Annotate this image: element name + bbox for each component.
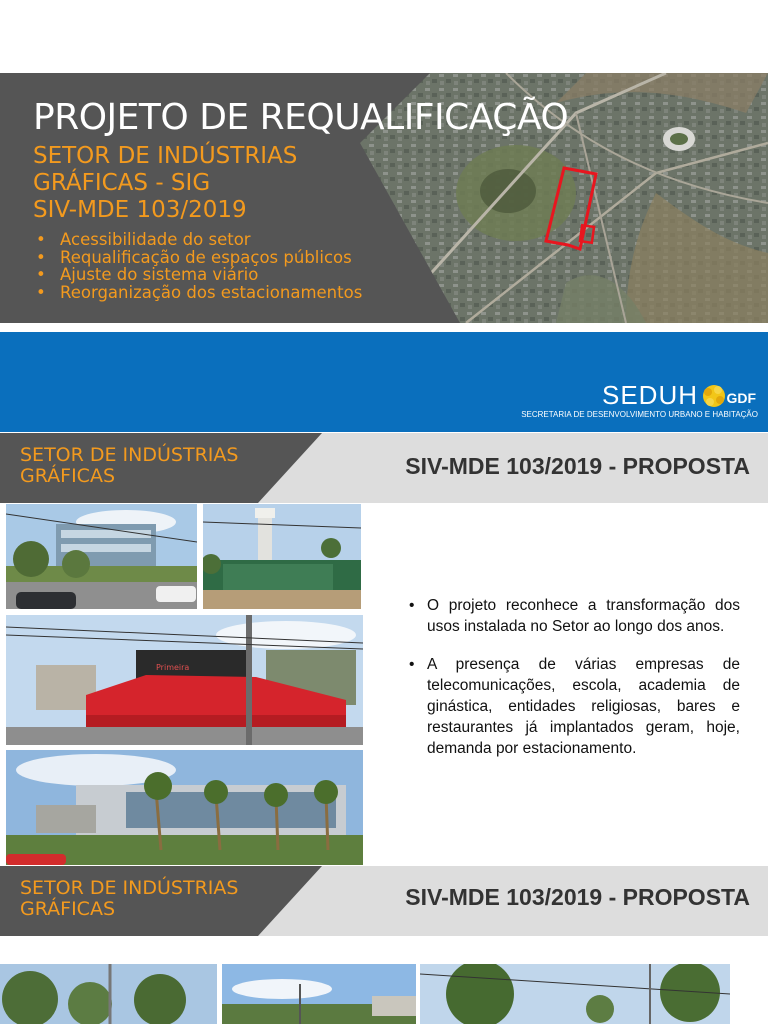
slide-subtitle-line-1: SETOR DE INDÚSTRIAS [33,143,298,169]
institution-banner [0,332,768,432]
header-sector-line-1: SETOR DE INDÚSTRIAS [20,877,239,899]
header-sector-line-2: GRÁFICAS [20,465,116,487]
photo-road-sky [222,964,416,1024]
section-header [0,866,768,936]
header-proposal-title: SIV-MDE 103/2019 - PROPOSTA [405,884,750,910]
objective-item: • Acessibilidade do setor [36,231,362,249]
photo-red-awning-restaurant [6,615,363,745]
title-slide [0,73,768,323]
org-name: SECRETARIA DE DESENVOLVIMENTO URBANO E HABITAÇÃO [521,410,758,419]
objective-item: • Ajuste do sistema viário [36,266,362,284]
seduh-logo: SEDUH [601,380,698,410]
proposal-description [407,595,740,776]
slide-subtitle-line-2: GRÁFICAS - SIG [33,170,211,196]
photo-palm-street [420,964,730,1024]
section-header [0,433,768,503]
paragraph-item: • O projeto reconhece a transformação dos usos instalada no Setor ao longo dos anos. [407,595,740,637]
header-proposal-title: SIV-MDE 103/2019 - PROPOSTA [405,453,750,479]
photo-modern-glass-building [6,750,363,865]
objective-item: • Reorganização dos estacionamentos [36,284,362,302]
objectives-list [36,231,362,301]
photo-glass-building [6,504,197,609]
svg-text:Primeira: Primeira [156,663,190,672]
photo-street-trees [0,964,217,1024]
objective-item: • Requalificação de espaços públicos [36,249,362,267]
slide-subtitle-line-3: SIV-MDE 103/2019 [33,197,247,223]
slide-title: PROJETO DE REQUALIFICAÇÃO [33,97,569,138]
photo-water-tower [203,504,361,609]
header-sector-line-2: GRÁFICAS [20,898,116,920]
gdf-logo-text: GDF [726,390,756,406]
header-sector-line-1: SETOR DE INDÚSTRIAS [20,444,239,466]
paragraph-item: • A presença de várias empresas de telecomunicações, escola, academia de ginástica, entidades religiosas, bares e restaurantes já implantados geram, hoje, demanda por estacionamento. [407,654,740,759]
